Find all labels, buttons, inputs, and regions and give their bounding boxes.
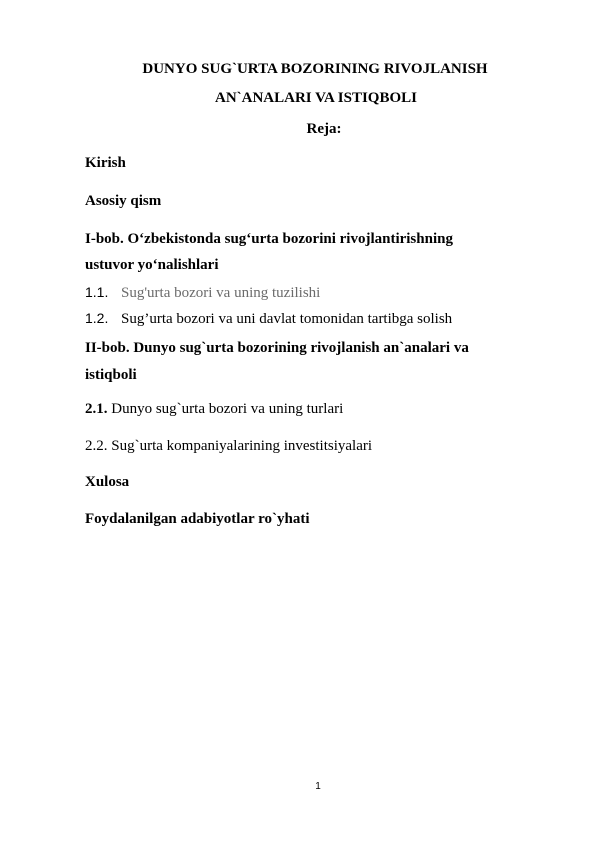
chapter1-title-line-1: I-bob. O‘zbekistonda sug‘urta bozorini rivojlantirishning (85, 231, 453, 247)
intro-item: Kirish (85, 155, 126, 171)
section-1-2 (85, 310, 452, 328)
section-2-1 (85, 401, 343, 418)
section-1-1 (85, 284, 320, 302)
section-1-1-number: 1.1. (85, 284, 109, 300)
chapter2-title-line-1: II-bob. Dunyo sug`urta bozorining rivojlanish an`analari va (85, 340, 469, 356)
document-title-line-2: AN`ANALARI VA ISTIQBOLI (214, 90, 417, 106)
document-title-line-1: DUNYO SUG`URTA BOZORINING RIVOJLANISH (142, 61, 488, 77)
section-1-1-text: Sug'urta bozori va uning tuzilishi (121, 285, 321, 301)
chapter1-title-line-2: ustuvor yo‘nalishlari (85, 257, 219, 273)
references-item: Foydalanilgan adabiyotlar ro`yhati (85, 511, 310, 527)
section-2-2: 2.2. Sug`urta kompaniyalarining investitsiyalari (85, 438, 373, 454)
section-2-1-text: Dunyo sug`urta bozori va uning turlari (107, 401, 344, 417)
section-2-1-number: 2.1. (85, 401, 108, 417)
page-number: 1 (315, 781, 321, 792)
section-1-2-text: Sug’urta bozori va uni davlat tomonidan tartibga solish (121, 311, 453, 327)
chapter2-title-line-2: istiqboli (85, 367, 137, 383)
plan-heading: Reja: (306, 121, 342, 137)
section-1-2-number: 1.2. (85, 310, 109, 326)
main-part-item: Asosiy qism (85, 193, 162, 209)
conclusion-item: Xulosa (85, 474, 130, 490)
